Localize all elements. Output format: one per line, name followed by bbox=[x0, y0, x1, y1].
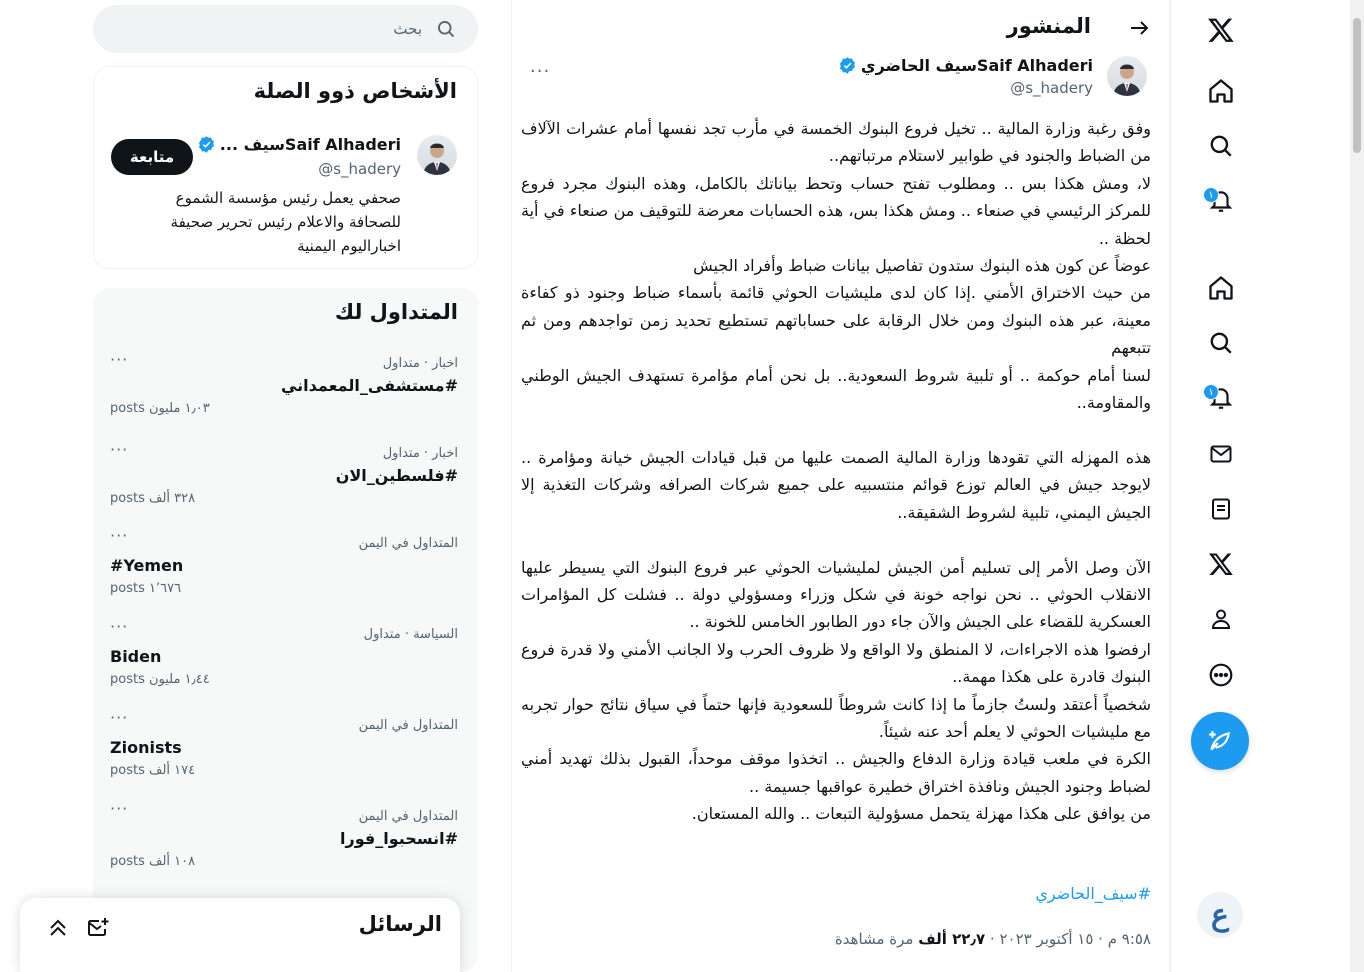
compose-post-button[interactable] bbox=[1191, 712, 1249, 770]
trend-more-button[interactable]: ··· bbox=[110, 350, 129, 369]
trend-name: #انسحبوا_فورا bbox=[340, 829, 458, 848]
follow-button[interactable]: متابعة bbox=[111, 139, 193, 175]
x-logo-icon[interactable] bbox=[1201, 10, 1241, 50]
notification-badge: ١ bbox=[1203, 187, 1219, 203]
trend-category: اخبار · متداول bbox=[382, 446, 458, 461]
search-icon[interactable] bbox=[1201, 323, 1241, 363]
navigation-rail bbox=[1170, 0, 1350, 972]
new-message-icon[interactable] bbox=[86, 916, 110, 940]
trend-more-button[interactable]: ··· bbox=[110, 440, 129, 459]
search-input[interactable] bbox=[122, 20, 422, 38]
author-name[interactable] bbox=[838, 56, 1093, 75]
mail-icon[interactable] bbox=[1201, 434, 1241, 474]
trending-title: المتداول لك bbox=[334, 300, 458, 324]
post-more-button[interactable]: ... bbox=[530, 56, 551, 77]
trend-name: Biden bbox=[110, 647, 162, 666]
post-views-count: ٢٢٫٧ ألف bbox=[918, 930, 986, 948]
page-scrollbar[interactable] bbox=[1350, 0, 1364, 972]
x-premium-icon[interactable] bbox=[1201, 544, 1241, 584]
trend-name: #مستشفى_المعمداني bbox=[280, 376, 458, 395]
related-name-text: Saif Alhaderiسيف ... bbox=[219, 135, 401, 154]
related-avatar[interactable] bbox=[417, 135, 457, 175]
notification-badge: ١ bbox=[1203, 384, 1219, 400]
post-column bbox=[511, 0, 1170, 972]
related-people-title: الأشخاص ذوو الصلة bbox=[253, 79, 457, 103]
related-people-card bbox=[93, 66, 478, 269]
list-icon[interactable] bbox=[1201, 489, 1241, 529]
trend-item[interactable] bbox=[93, 708, 478, 808]
trend-category: اخبار · متداول bbox=[382, 356, 458, 371]
trend-more-button[interactable]: ··· bbox=[110, 617, 129, 636]
trend-item[interactable] bbox=[93, 350, 478, 446]
related-bio: صحفي يعمل رئيس مؤسسة الشموع للصحافة والاعلام رئيس تحرير صحيفة اخباراليوم اليمنية bbox=[170, 189, 401, 255]
account-avatar[interactable]: ع bbox=[1197, 892, 1243, 938]
trend-count: ١٫٠٣ مليون posts bbox=[110, 401, 210, 416]
trend-count: ٣٢٨ ألف posts bbox=[110, 491, 196, 506]
trend-category: المتداول في اليمن bbox=[358, 536, 458, 551]
author-handle[interactable]: @s_hadery bbox=[1010, 79, 1093, 97]
back-arrow-icon[interactable] bbox=[1127, 16, 1151, 40]
trend-more-button[interactable]: ··· bbox=[110, 799, 129, 818]
verified-badge-icon bbox=[838, 56, 857, 75]
author-avatar[interactable] bbox=[1107, 56, 1147, 96]
related-handle[interactable]: @s_hadery bbox=[318, 160, 401, 178]
home-icon[interactable] bbox=[1201, 71, 1241, 111]
search-icon bbox=[436, 19, 456, 39]
trend-name: Zionists bbox=[110, 738, 182, 757]
messages-drawer[interactable] bbox=[20, 898, 460, 972]
trend-more-button[interactable]: ··· bbox=[110, 526, 129, 545]
related-name[interactable] bbox=[197, 135, 401, 154]
expand-chevrons-icon[interactable] bbox=[46, 916, 70, 940]
trend-item[interactable] bbox=[93, 526, 478, 626]
post-meta bbox=[835, 930, 1151, 948]
trend-item[interactable] bbox=[93, 617, 478, 717]
trend-name: #Yemen bbox=[110, 556, 184, 575]
trend-name: #فلسطين_الان bbox=[335, 466, 458, 485]
post-text: وفق رغبة وزارة المالية .. تخيل فروع البنوك الخمسة في مأرب تجد نفسها أمام عشرات الآلاف من الضباط والجنود في طوابير لاستلام مرتباتهم.. لا، ومش هكذا بس .. ومطلوب تفتح حساب وتحط بياناتك بالكامل، وهذه البنوك مجرد فروع للمركز الرئيسي في صنعاء .. ومش هكذا بس، هذه الحسابات معرضة للتوقيف من صنعاء في أية لحظة .. عوضاً عن كون هذه البنوك ستدون تفاصيل بيانات ضباط وأفراد الجيش من حيث الاختراق الأمني .إذا كان لدى مليشيات الحوثي قائمة بأسماء ضباط وجنود ذو كفاءة معينة، عبر هذه البنوك ومن خلال الرقابة على حساباتهم تستطيع تحديد زمن تواجدهم ومن ثم تتبعهم لسنا أمام حوكمة .. أو تلبية شروط السعودية.. بل نحن أمام مؤامرة تستهدف الجيش الوطني والمقاومة.. هذه المهزله التي تقودها وزارة المالية الصمت عليها من قبل قيادات الجيش خيانة ومؤامرة .. لايوجد جيش في العالم توزع قوائم منتسبيه على جميع شركات الصرافه وشركات التغذية إلا الجيش اليمني، تلبية لشروط الشقيقة.. الآن وصل الأمر إلى تسليم أمن الجيش لمليشيات الحوثي عبر فروع البنوك التي يسيطر عليها الانقلاب الحوثي .. نحن نواجه خونة في شكل وزراء ومسؤولي دولة .. فشلت كل المؤامرات العسكرية للقضاء على الجيش والآن جاء دور الطابور الخامس للخونة .. ارفضوا هذه الاجراءات، لا المنطق ولا الواقع ولا ظروف الحرب ولا الجانب الأمني ولا قدرة فروع البنوك قادرة على هكذا مهمة.. شخصياً أعتقد ولستُ جازماً ما إذا كانت شروطاً للسعودية فإنها حتماً في سياق نتائج حوار تجربه مع مليشيات الحوثي لا يعلم أحد عنه شيئاً. الكرة في ملعب قيادة وزارة الدفاع والجيش .. اتخذوا موقف موحداً، القبول بذلك تهديد أمني لضباط وجنود الجيش ونافذة اختراق خطيرة عواقبها جسيمة .. من يوافق على هكذا مهزلة يتحمل مسؤولية التبعات .. والله المستعان. bbox=[521, 119, 1151, 824]
more-circle-icon[interactable] bbox=[1201, 655, 1241, 695]
trend-more-button[interactable]: ··· bbox=[110, 708, 129, 727]
trend-category: السياسة · متداول bbox=[363, 627, 458, 642]
page-title: المنشور bbox=[1006, 14, 1091, 38]
search-icon[interactable] bbox=[1201, 126, 1241, 166]
notifications-bell-icon[interactable] bbox=[1201, 378, 1241, 418]
trend-count: ١٧٤ ألف posts bbox=[110, 763, 196, 778]
person-icon[interactable] bbox=[1201, 599, 1241, 639]
trend-count: ١٫٤٤ مليون posts bbox=[110, 672, 210, 687]
home-icon[interactable] bbox=[1201, 268, 1241, 308]
feather-plus-icon bbox=[1207, 728, 1233, 754]
trend-category: المتداول في اليمن bbox=[358, 718, 458, 733]
scrollbar-thumb[interactable] bbox=[1353, 18, 1361, 153]
verified-badge-icon bbox=[197, 135, 216, 154]
trend-item[interactable] bbox=[93, 799, 478, 899]
post-timestamp[interactable]: ٩:٥٨ م · ١٥ أكتوبر ٢٠٢٣ · bbox=[985, 930, 1151, 948]
post-views-label: مرة مشاهدة bbox=[834, 930, 919, 948]
trend-item[interactable] bbox=[93, 440, 478, 536]
trend-count: ١٠٨ ألف posts bbox=[110, 854, 196, 869]
notifications-bell-icon[interactable] bbox=[1201, 181, 1241, 221]
search-box[interactable] bbox=[93, 5, 478, 53]
post-hashtag-link[interactable]: #سيف_الحاضري bbox=[1035, 884, 1151, 903]
trending-card bbox=[93, 288, 478, 972]
author-name-text: Saif Alhaderiسيف الحاضري bbox=[860, 56, 1093, 75]
trend-category: المتداول في اليمن bbox=[358, 809, 458, 824]
messages-title: الرسائل bbox=[358, 912, 442, 936]
trend-count: ١٬٦٧٦ posts bbox=[110, 581, 182, 596]
